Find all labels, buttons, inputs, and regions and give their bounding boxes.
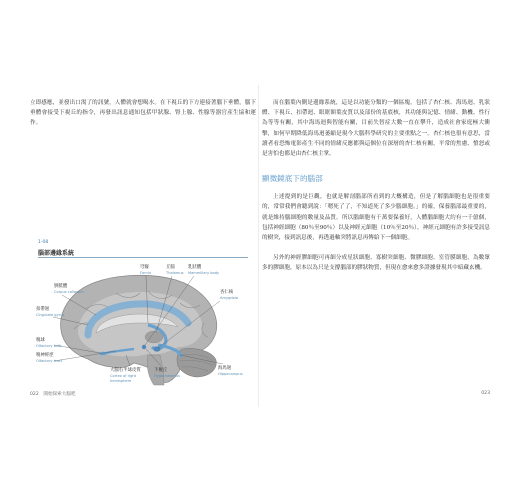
label-amygdala-en: Amygdala [220,296,239,300]
label-corpus-callosum-en: Corpus callosum [54,290,84,294]
right-page [262,85,490,407]
label-cingulate-gyrus: 扣帶迴 [36,307,50,312]
label-thalamus-en: Thalamus [166,271,184,275]
label-right-hemisphere-cortex: 大腦右半球皮質 [110,368,141,373]
label-fornix: 穹窿 [140,265,149,270]
cells-paragraph: 上述提到的是巨觀，也就是解剖腦部所看到的大概構造，但是了解腦細胞也是很重要的，常常我們會聽到說：「嗯死了了，不知道死了多少腦細胞。」的確，保養腦部最重要的，就是維持腦細胞的數量及品質。所以腦細胞有千萬要保養好，人體腦細胞大約有一千億個，包括神經細胞（80％至90％）以及神經元細胞（10％至20％），神經元細胞有許多接受訊息的樹突，接到訊息後，再透過軸突將訊息再傳給下一個細胞。 [262,194,490,242]
amygdala-shape [153,346,160,351]
limbic-system-diagram [30,263,256,388]
label-hypothalamus: 下視丘 [154,368,168,373]
label-hippocampus-en: Hippocampus [218,372,243,376]
label-olfactory-tract-en: Olfactory tract [36,359,63,363]
label-hypothalamus-en: Hypothalamus [154,374,181,378]
label-olfactory-bulb-en: Olfactory bulb [36,344,62,348]
label-amygdala: 杏仁核 [220,290,234,295]
intro-paragraph: 立即感應，並發出口渴了的訊號，人體就會想喝水。在下視丘的下方連接著腦下垂體，腦下垂體會接受下視丘的指令，再發出訊息通知包括甲狀腺、腎上腺、性腺等器官產生協和運作。 [30,100,256,127]
section-heading: 顯微鏡底下的腦部 [262,174,323,184]
label-olfactory-tract: 嗅神經徑 [36,353,54,358]
label-hippocampus: 海馬迴 [218,366,232,371]
page-gutter [258,85,259,407]
label-right-hemisphere-cortex-en1: Cortex of right [110,374,137,378]
figure-rule [38,257,248,258]
glia-paragraph: 另外的神經膠細胞可再細分成星狀細胞、寡樹突細胞、微膠細胞、室管膜細胞，為數眾多的膠細胞，原本以為只是支撐腦部的膠狀物質，但現在愈來愈多證據發現其中暗藏玄機。 [262,255,490,272]
right-page-folio: 023 [481,391,490,396]
left-page [30,85,256,407]
label-olfactory-bulb: 嗅球 [36,338,45,343]
label-thalamus: 丘腦 [166,265,175,270]
label-mammillary-body-en: Mammillary body [188,271,220,275]
label-cingulate-gyrus-en: Cingulate gyrus [36,313,65,317]
cerebellum [177,348,216,377]
figure-number: 1-08 [38,240,49,245]
label-mammillary-body: 乳狀體 [188,265,202,270]
left-page-folio: 022 開始探索大腦吧 [30,392,76,397]
figure-title: 腦部邊緣系統 [38,250,75,257]
label-corpus-callosum: 胼胝體 [54,284,68,289]
mammillary-body-shape [142,345,146,349]
limbic-paragraph: 而在腦葉內側是邊緣系統，這是以功能分類的一個區塊，包括了杏仁核、海馬迴、乳狀體、下視丘、扣帶迴、眼眶額葉皮質以及部份的基底核，其功能與記憶、情緒、動機、性行為等等有關，其中海馬迴與智能有關，目前失智症大數一直在攀升，造成社會家庭極大衝擊，如何早期降低海馬迴萎縮是現今大腦科學研究的主要重點之一。杏仁核也很有意思，當讀者看恐怖電影產生不同的情緒反應都與這個位在深層的杏仁核有關，平常的焦慮、憤怒或是害怕也都是由杏仁核主掌。 [262,100,490,158]
label-right-hemisphere-cortex-en2: hemisphere [110,379,132,383]
label-fornix-en: Fornix [140,271,151,275]
